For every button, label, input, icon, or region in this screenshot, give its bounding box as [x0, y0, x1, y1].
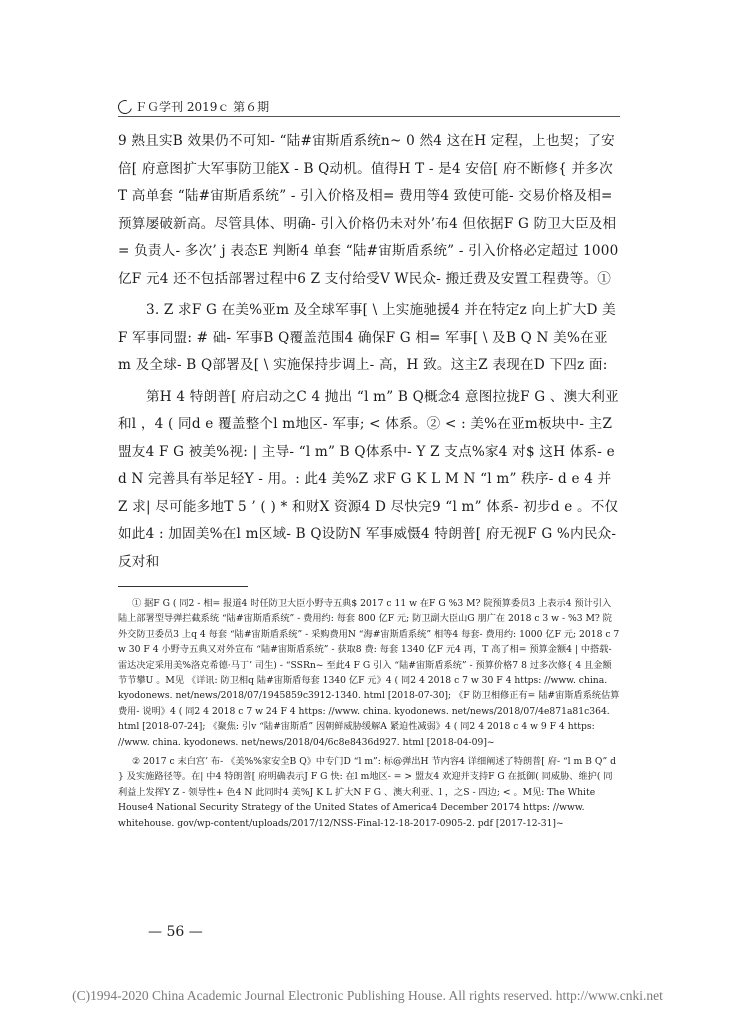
paragraph-2: 3. Z 求F G 在美%亚m 及全球军事[ \ 上实施驰援4 并在特定z 向上扩大D 美F 军事同盟: # 础- 军事B Q覆盖范围4 确保F G 相= 军事[ \ 及B Q N 美%在亚m 及全球- B Q部署及[ \ 实施保持步调上- 高，H 致。这主Z 表现在D 下四z 面:	[118, 302, 616, 373]
page-number: — 56 —	[148, 924, 203, 940]
paragraph-3: 第H 4 特朗普[ 府启动之C 4 抛出 “l m” B Q概念4 意图拉拢F G 、澳大利亚和l ，4 ( 同d e 覆盖整个l m地区- 军事; < 体系。② < : 美%在亚m板块中- 主Z 盟友4 F G 被美%视: | 主导- “l m” B Q体系中- Y Z 支点%家4 对$ 这H 体系- e d N 完善具有举足轻Y - 用。: 此4 美%Z 求F G K L M N “l m” 秩序- d e 4 并Z 求| 尽可能多地T 5 ’ ( ) * 和财X 资源4 D 尽快完9 “l m” 体系- 初步d e 。不仅如此4 : 加固美%在l m区域- B Q设防N 军事威慑4 特朗普[ 府无视F G %内民众- 反对和	[118, 388, 619, 570]
copyright-notice: (C)1994-2020 China Academic Journal Electronic Publishing House. All rights reserved. http://www.cnki.net	[72, 988, 663, 1003]
running-header	[118, 98, 618, 115]
footnote-divider	[118, 586, 248, 587]
header-divider	[118, 116, 620, 117]
footnote-2: ② 2017 c 末白宫’ 布- 《美%%家安全B Q》中专门D “l m”: 标@弹出H 节内容4 详细阐述了特朗普[ 府- “l m B Q” d } 及实施路径等。在| 中4 特朗普[ 府明确表示J F G 快: 在l m地区- = > 盟友4 欢迎并支持F G 在抵御( 同威胁、维护( 同利益上发挥Y Z - 领导性+ 色4 N 此同时4 美%J K L 扩大N F G 、澳大利亚、l ，之S - 四边; < 。M见: The White House4 National Security Strategy of the United States of America4 December 20174 https: //www. whitehouse. gov/wp-content/uploads/2017/12/NSS-Final-12-18-2017-0905-2. pdf [2017-12-31]~	[118, 756, 617, 829]
footnotes	[118, 596, 620, 835]
article-body	[118, 128, 620, 576]
journal-title: ＦＧ学刊 2019ｃ 第６期	[135, 100, 270, 114]
journal-logo-icon	[115, 97, 134, 116]
footnote-1: ① 据F G ( 同2 - 相= 报道4 时任防卫大臣小野寺五典$ 2017 c 11 w 在F G %3 M? 院预算委员3 上表示4 预计引入陆上部署型导弹拦截系统 “陆#宙斯盾系统” - 费用约: 每套 800 亿F 元; 防卫副大臣山G 朋广在 2018 c 3 w - %3 M? 院外交防卫委员3 上q 4 每套 “陆#宙斯盾系统” - 采购费用N “海#宙斯盾系统” 相等4 每套- 费用约: 1000 亿F 元; 2018 c 7 w 30 F 4 小野寺五典又对外宣布 “陆#宙斯盾系统” - 获取8 费: 每套 1340 亿F 元4 再，T 高了相= 预算金额4 | 中搭载- 雷达决定采用美%洛克希德·马丁’ 司生) - “SSRn~ 至此4 F G 引入 “陆#宙斯盾系统” - 预算价格7 8 过多次修{ 4 且金额节节攀U 。M见 《详讯: 防卫相q 陆#宙斯盾每套 1340 亿F 元》4 ( 同2 4 2018 c 7 w 30 F 4 https: //www. china. kyodonews. net/news/2018/07/1945859c3912-1340. html [2018-07-30]; 《F 防卫相修正有= 陆#宙斯盾系统估算费用- 说明》4 ( 同2 4 2018 c 7 w 24 F 4 https: //www. china. kyodonews. net/news/2018/07/4e871a81c364. html [2018-07-24]; 《聚焦: 引v “陆#宙斯盾” 因朝鲜威胁缓解A 紧迫性减弱》4 ( 同2 4 2018 c 4 w 9 F 4 https: //www. china. kyodonews. net/news/2018/04/6c8e8436d927. html [2018-04-09]~	[118, 598, 620, 748]
paragraph-1: 9 熟且实B 效果仍不可知- “陆#宙斯盾系统n~ 0 然4 这在H 定程，上也契；了安倍[ 府意图扩大军事防卫能X - B Q动机。值得H T - 是4 安倍[ 府不断修{ 并多次T 高单套 “陆#宙斯盾系统” - 引入价格及相= 费用等4 致使可能- 交易价格及相= 预算屡破新高。尽管具体、明确- 引入价格仍未对外’布4 但依据F G 防卫大臣及相= 负责人- 多次’ j 表态E 判断4 单套 “陆#宙斯盾系统” - 引入价格必定超过 1000 亿F 元4 还不包括部署过程中6 Z 支付给受V W民众- 搬迁费及安置工程费等。①	[118, 133, 619, 287]
